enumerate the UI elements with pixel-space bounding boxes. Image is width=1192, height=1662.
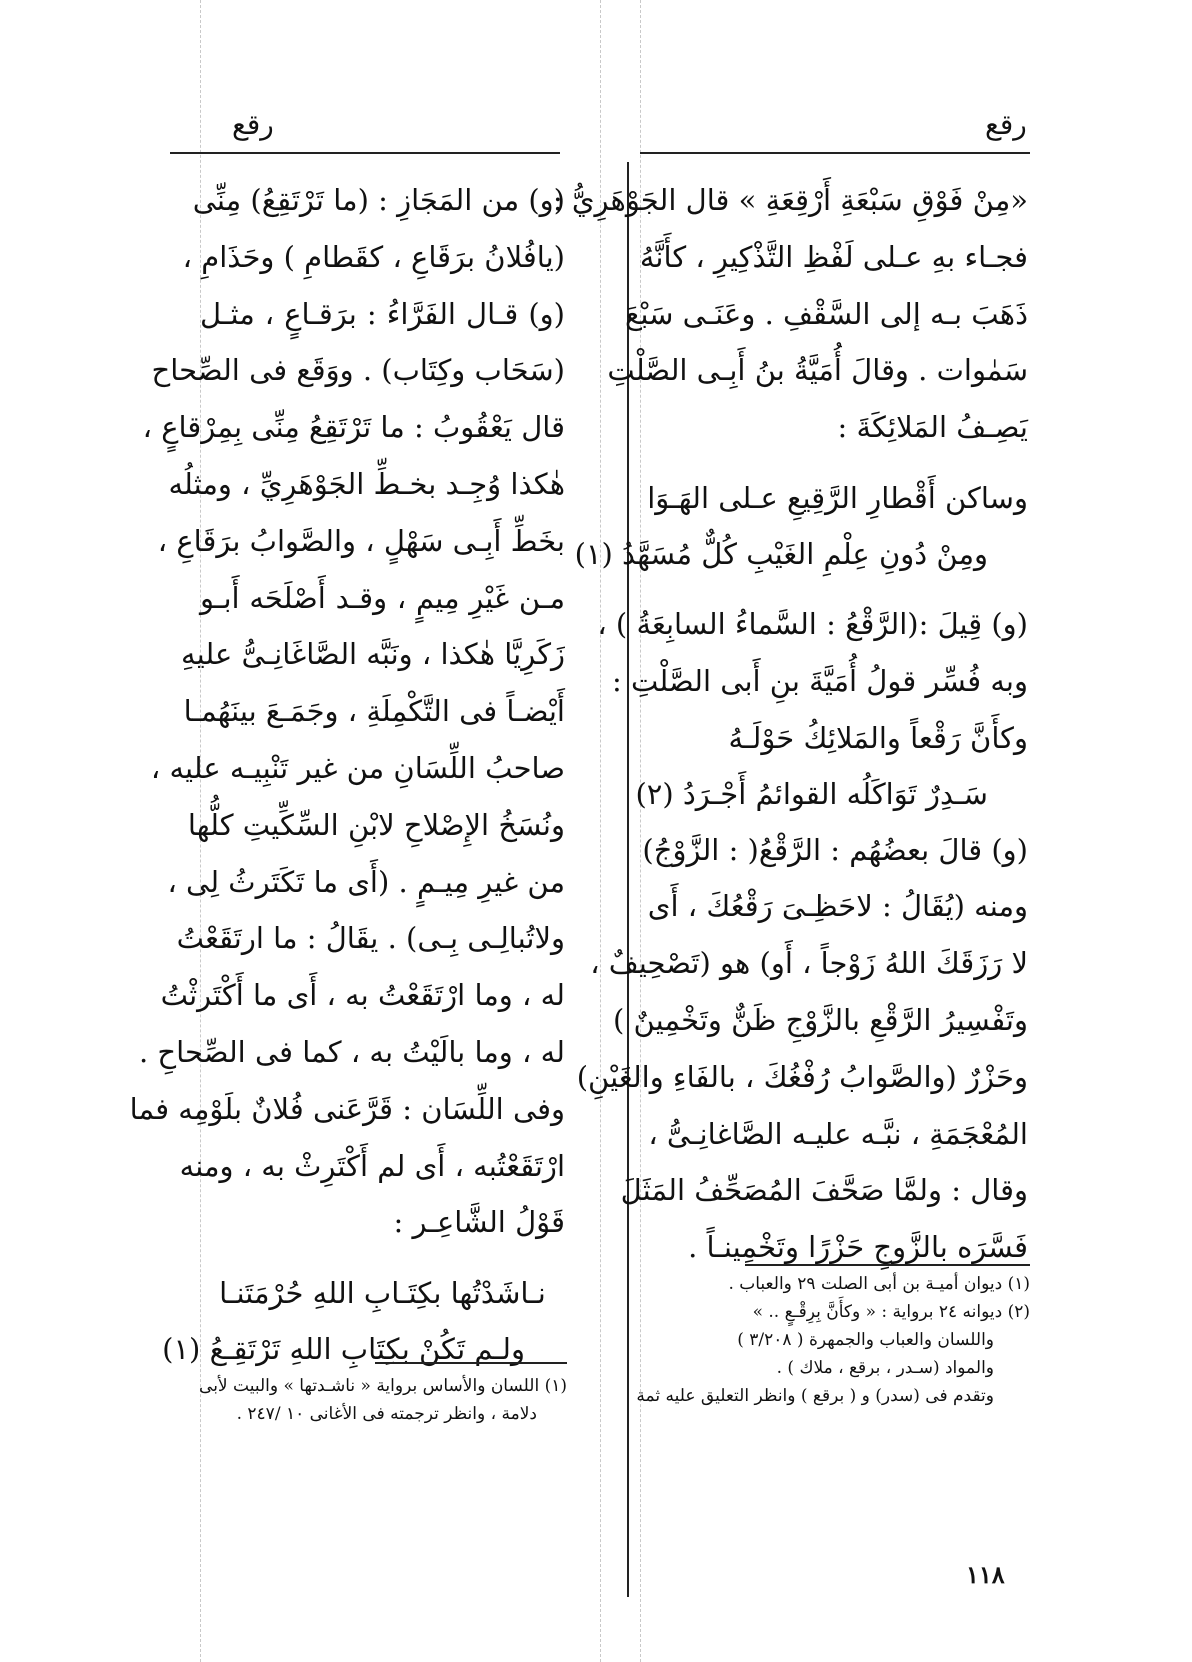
footnote-line: (١) ديوان أميـة بن أبى الصلت ٢٩ والعباب . [728,1274,1030,1294]
text-line: من غيرِ مِيـمٍ . (أَى ما تَكَتَرثُ لِى ، [167,864,565,899]
footnote-line: وتقدم فى (سدر) و ( برقع ) وانظر التعليق عليه ثمة [636,1386,994,1406]
header-rule-right [640,152,1030,154]
right-footnotes [636,1270,1030,1410]
text-line: فجـاء بهِ عـلى لَفْظِ التَّذْكِيرِ ، كأَنَّهُ [639,239,1028,274]
footnote-line: واللسان والعباب والجمهرة ( ٣/٢٠٨ ) [737,1330,994,1350]
text-line: (و) قـال الفَرَّاءُ : برَقـاعٍ ، مثـل [200,296,565,331]
text-line: المُعْجَمَةِ ، نبَّـه عليـه الصَّاغانِـىُّ ، [648,1116,1028,1151]
left-footnotes [200,1372,567,1428]
footnote-line: (١) اللسان والأساس برواية « ناشـدتها » والبيت لأبى [199,1376,567,1396]
scan-artifact-line [600,0,601,1662]
verse-line: وكأَنَّ رَقْعاً والمَلائِكُ حَوْلَـهُ [728,720,1028,755]
header-word-right: رقع [985,108,1027,141]
text-line: (سَحَاب وكِتَاب) . ووَقَع فى الصِّحاح [151,353,565,388]
footnote-line: والمواد (سـدر ، برقع ، ملاك ) . [776,1358,994,1378]
text-line: مـن غَيْرِ مِيمٍ ، وقـد أَصْلَحَه أَبـو [200,580,565,615]
text-line: زَكَرِيَّا هٰكذا ، ونَبَّه الصَّاغَانِـىُّ عليهِ [181,637,565,672]
left-column [129,172,565,1377]
header-rule-left [170,152,560,154]
text-line: قَوْلُ الشَّاعِـر : [393,1205,565,1240]
text-line: له ، وما بالَيْتُ به ، كما فى الصِّحاحِ . [138,1034,565,1069]
header-word-left: رقع [232,108,274,141]
text-line: وفى اللِّسَان : قَرَّعَنى فُلانٌ بلَوْمِه فما [129,1091,565,1126]
text-line: بخَطِّ أَبِـى سَهْلٍ ، والصَّوابُ برَقَاعِ ، [157,523,565,558]
text-line: سَمٰوات . وقالَ أُمَيَّةُ بنُ أَبِـى الصَّلْتِ [607,353,1028,388]
text-line: أَيْضـاً فى التَّكْمِلَةِ ، وجَمَـعَ بينَهُمـا [183,694,565,729]
text-line: قال يَعْقُوبُ : ما تَرْتَقِعُ مِنِّى بِمِرْقاعٍ ، [142,410,565,445]
verse-line: سَـدِرٌ تَوَاكَلُه القوائمُ أَجْـرَدُ (٢) [635,776,988,811]
text-line: هٰكذا وُجِـد بخـطِّ الجَوْهَرِيِّ ، ومثلُه [168,466,565,501]
text-line: ومنه (يُقَالُ : لاحَظِـىَ رَقْعُكَ ، أَى [647,889,1028,924]
text-line: فَسَّرَه بالزَّوجِ حَزْرًا وتَخْمِينـاً . [688,1230,1028,1265]
verse-line: وساكن أَقْطارِ الرَّقِيعِ عـلى الهَـوَا [647,480,1028,515]
verse-line: ولـم تَكُنْ بكِتَابِ اللهِ تَرْتَقِـعُ (١) [162,1332,525,1367]
text-line: ذَهَبَ بـه إلى السَّقْفِ . وعَنَـى سَبْعَ [624,296,1028,331]
verse-line: نـاشَدْتُها بكِتَـابِ اللهِ حُرْمَتَنـا [219,1276,546,1311]
text-line: ونُسَخُ الإِصْلاحِ لابْنِ السِّكِّيتِ كلُّها [187,807,565,842]
page-number: ١١٨ [966,1560,1005,1589]
text-line: وقال : ولمَّا صَحَّفَ المُصَحِّفُ المَثَلَ [620,1173,1028,1208]
text-line: ولاتُبالِـى بِـى) . يقَالُ : ما ارتَقَعْتُ [176,921,565,956]
text-line: وتَفْسِيرُ الرَّقْعِ بالزَّوْجِ ظَنٌّ وتَخْمِينٌ ) [613,1002,1028,1037]
text-line: (و) من المَجَازِ : (ما تَرْتَقِعُ) مِنِّى [192,183,565,217]
text-line: (يافُلانُ برَقَاعِ ، كقَطامِ ) وحَذَامِ ، [182,239,565,274]
text-line: له ، وما ارْتَقَعْتُ به ، أَى ما أَكْتَرثْتُ [160,978,565,1013]
footnote-line: (٢) ديوانه ٢٤ برواية : « وكأَنَّ بِرِقْـعٍ .. » [752,1302,1030,1322]
text-line: «مِنْ فَوْقِ سَبْعَةِ أَرْقِعَةِ » قال الجَوْهَرِيُّ : [552,183,1028,217]
text-line: وحَزْرٌ (والصَّوابُ رُفْغُكَ ، بالفَاءِ والغَيْنِ) [576,1059,1028,1094]
text-line: (و) قالَ بعضُهُم : الرَّقْعُ( : الزَّوْجُ) [642,832,1028,867]
text-line: (و) قِيلَ :(الرَّقْعُ : السَّماءُ السابِعَةُ ) ، [597,606,1028,641]
text-line: لا رَزَقَكَ اللهُ زَوْجاً ، أَو) هو (تَصْحِيفٌ ، [590,946,1028,981]
verse-line: ومِنْ دُونِ عِلْمِ الغَيْبِ كُلٌّ مُسَهَّدُ (١) [574,536,988,571]
right-column [552,172,1028,1276]
text-line: صاحبُ اللِّسَانِ من غير تَنْبِيـه عليه ، [150,750,565,785]
footnote-line: دلامة ، وانظر ترجمته فى الأغانى ١٠ /٢٤٧ . [236,1404,537,1424]
text-line: ارْتَقَعْتُبه ، أَى لم أَكْتَرِثْ به ، ومنه [179,1148,565,1183]
footnote-rule-right [745,1264,1030,1266]
text-line: وبه فُسِّر قولُ أُمَيَّةَ بنِ أَبى الصَّلْتِ : [611,663,1028,698]
footnote-rule-left [375,1362,567,1364]
text-line: يَصِـفُ المَلائِكَةَ : [837,410,1028,445]
